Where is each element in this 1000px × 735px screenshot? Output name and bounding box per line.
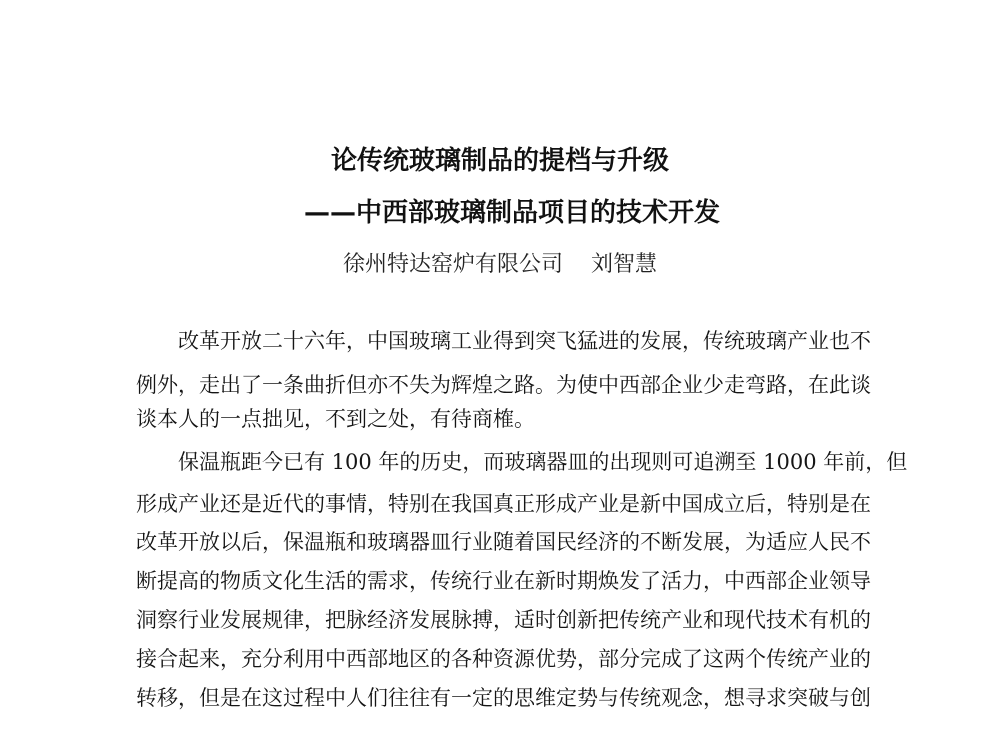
paragraph-2-line-6: 接合起来，充分利用中西部地区的各种资源优势，部分完成了这两个传统产业的 — [136, 647, 871, 671]
paragraph-1-line-1: 改革开放二十六年，中国玻璃工业得到突飞猛进的发展，传统玻璃产业也不 — [178, 329, 871, 353]
paragraph-1-line-2: 例外，走出了一条曲折但亦不失为辉煌之路。为使中西部企业少走弯路，在此谈 — [136, 373, 871, 397]
company-name: 徐州特达窑炉有限公司 — [342, 252, 563, 277]
paragraph-2-line-1: 保温瓶距今已有 100 年的历史，而玻璃器皿的出现则可追溯至 1000 年前，但 — [178, 450, 908, 474]
paragraph-2-line-5: 洞察行业发展规律，把脉经济发展脉搏，适时创新把传统产业和现代技术有机的 — [136, 608, 871, 632]
article-subtitle: ——中西部玻璃制品项目的技术开发 — [303, 198, 720, 228]
paragraph-2-line-4: 断提高的物质文化生活的需求，传统行业在新时期焕发了活力，中西部企业领导 — [136, 569, 871, 593]
author-name: 刘智慧 — [591, 252, 658, 277]
paragraph-2-line-3: 改革开放以后，保温瓶和玻璃器皿行业随着国民经济的不断发展，为适应人民不 — [136, 530, 871, 554]
paragraph-2-line-2: 形成产业还是近代的事情，特别在我国真正形成产业是新中国成立后，特别是在 — [136, 492, 871, 516]
article-title: 论传统玻璃制品的提档与升级 — [330, 146, 669, 176]
byline — [0, 250, 1000, 280]
paragraph-1-line-3: 谈本人的一点拙见，不到之处，有待商榷。 — [136, 407, 535, 431]
paragraph-2-line-7: 转移，但是在这过程中人们往往有一定的思维定势与传统观念，想寻求突破与创 — [136, 686, 871, 710]
